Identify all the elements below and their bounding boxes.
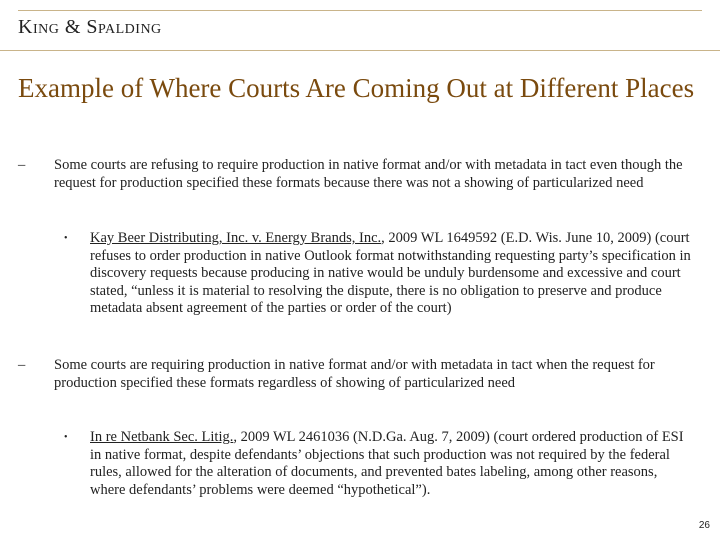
dash-bullet: – <box>18 157 26 173</box>
case-citation <box>90 429 696 499</box>
dash-bullet: – <box>18 357 26 373</box>
case-citation <box>90 230 696 318</box>
king-spalding-logo: King & Spalding <box>18 16 162 38</box>
case-name: Kay Beer Distributing, Inc. v. Energy Brands, Inc. <box>90 230 382 246</box>
bullet-marker: • <box>64 233 68 244</box>
point-text: Some courts are refusing to require production in native format and/or with metadata in tact even though the request for production specified these formats because there was not a showing of particularized need <box>54 157 683 191</box>
case-description: , 2009 WL 2461036 (N.D.Ga. Aug. 7, 2009) (court ordered production of ESI in native format, despite defendants’ objections that such production was not required by the federal rules, allowed for the alteration of documents, and prevented bates labeling, among other reasons, where defendants’ problems were deemed “hypothetical”). <box>90 429 684 498</box>
point-text: Some courts are requiring production in native format and/or with metadata in tact when the request for production specified these formats regardless of showing of particularized need <box>54 357 655 391</box>
page-number: 26 <box>698 520 710 531</box>
slide-title: Example of Where Courts Are Coming Out at Different Places <box>18 73 695 103</box>
header-top-rule <box>18 10 702 11</box>
case-name: In re Netbank Sec. Litig. <box>90 429 234 445</box>
header-divider <box>0 50 720 51</box>
bullet-marker: • <box>64 432 68 443</box>
case-description: , 2009 WL 1649592 (E.D. Wis. June 10, 2009) (court refuses to order production in native Outlook format notwithstanding requesting party’s specification in discovery requests because producing in native would be unduly burdensome and excessive and court stated, “unless it is material to resolving the dispute, there is no obligation to preserve and produce metadata absent agreement of the parties or order of the court) <box>90 230 691 316</box>
